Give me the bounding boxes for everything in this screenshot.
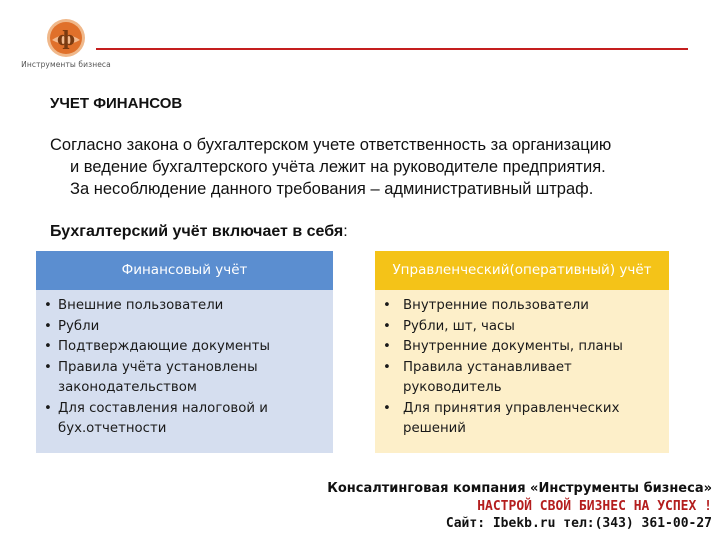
intro-line: и ведение бухгалтерского учёта лежит на руководителе предприятия. [70,158,606,176]
logo-text: Инструменты бизнеса [21,60,111,69]
intro-line: Согласно закона о бухгалтерском учете ответственность за организацию [50,136,612,154]
list-item: • Подтверждающие документы [44,337,333,358]
list-item: • Правила учёта установлены законодательством [44,358,288,399]
logo-emblem-icon [46,18,86,58]
management-accounting-column [375,251,669,453]
footer-contacts [327,480,712,533]
list-item: • Внутренние документы, планы [383,337,669,358]
list-item: • Внутренние пользователи [383,296,669,317]
footer-slogan: НАСТРОЙ СВОЙ БИЗНЕС НА УСПЕХ ! [477,498,712,514]
financial-accounting-list [36,290,333,453]
list-item: • Для составления налоговой и бух.отчетности [44,399,288,440]
financial-accounting-header: Финансовый учёт [36,251,333,290]
financial-accounting-column [36,251,333,453]
includes-heading [50,223,348,241]
list-item: • Рубли, шт, часы [383,317,669,338]
management-accounting-header: Управленческий(оперативный) учёт [375,251,669,290]
management-accounting-list [375,290,669,453]
header-divider [96,48,688,50]
list-item: • Для принятия управленческих решений [383,399,643,440]
svg-text:ф: ф [56,26,76,50]
list-item: • Внешние пользователи [44,296,333,317]
footer-company: Консалтинговая компания «Инструменты бизнеса» [327,481,712,496]
company-logo [14,18,118,74]
list-item: • Рубли [44,317,333,338]
footer-contact: Сайт: Ibekb.ru тел:(343) 361-00-27 [445,516,712,531]
includes-text: Бухгалтерский учёт включает в себя [50,223,344,240]
list-item: • Правила устанавливает руководитель [383,358,603,399]
includes-colon: : [343,223,348,240]
intro-paragraph [50,134,700,200]
slide-title: УЧЕТ ФИНАНСОВ [50,95,183,112]
intro-line: За несоблюдение данного требования – административный штраф. [70,180,594,198]
